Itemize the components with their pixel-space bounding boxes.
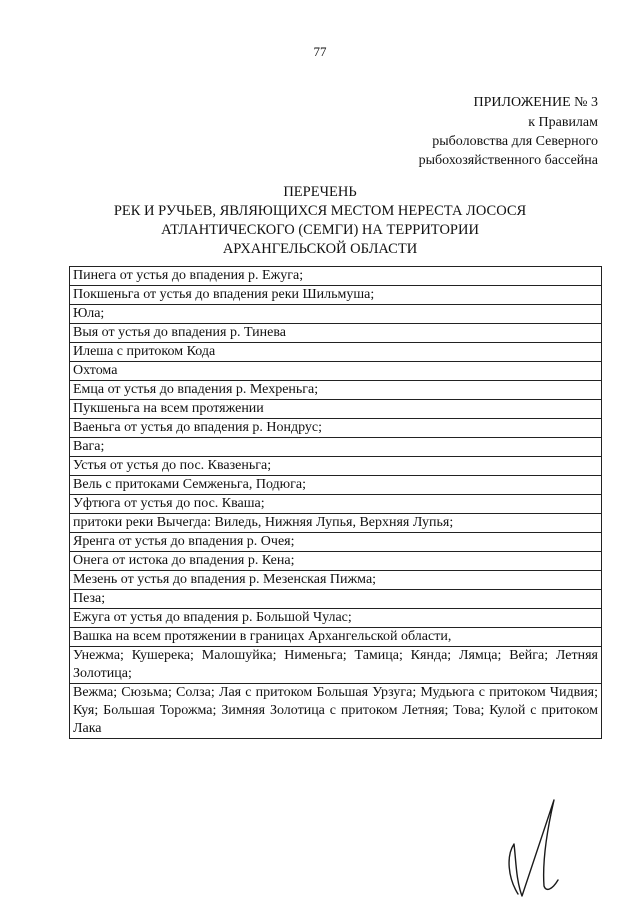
table-row	[70, 609, 602, 628]
river-cell: Выя от устья до впадения р. Тинева	[70, 324, 602, 343]
table-row	[70, 362, 602, 381]
table-row	[70, 324, 602, 343]
table-row	[70, 684, 602, 739]
river-cell: Онега от истока до впадения р. Кена;	[70, 552, 602, 571]
heading-line: ПЕРЕЧЕНЬ	[283, 184, 357, 200]
appendix-line: рыбохозяйственного бассейна	[418, 153, 598, 168]
river-cell: Емца от устья до впадения р. Мехреньга;	[70, 381, 602, 400]
table-row	[70, 552, 602, 571]
river-cell: притоки реки Вычегда: Виледь, Нижняя Лупья, Верхняя Лупья;	[70, 514, 602, 533]
river-cell: Вель с притоками Семженьга, Подюга;	[70, 476, 602, 495]
table-row	[70, 590, 602, 609]
page-number: 77	[313, 44, 327, 59]
table-row	[70, 419, 602, 438]
table-row	[70, 495, 602, 514]
table-row	[70, 514, 602, 533]
river-cell: Ежуга от устья до впадения р. Большой Чулас;	[70, 609, 602, 628]
table-row	[70, 343, 602, 362]
river-cell: Устья от устья до пос. Квазеньга;	[70, 457, 602, 476]
appendix-title: ПРИЛОЖЕНИЕ № 3	[473, 95, 598, 110]
river-cell: Илеша с притоком Кода	[70, 343, 602, 362]
river-cell: Юла;	[70, 305, 602, 324]
table-row	[70, 571, 602, 590]
document-heading	[0, 183, 640, 259]
river-cell: Покшеньга от устья до впадения реки Шильмуша;	[70, 286, 602, 305]
table-row	[70, 628, 602, 647]
river-cell: Охтома	[70, 362, 602, 381]
river-cell: Унежма; Кушерека; Малошуйка; Нименьга; Тамица; Кянда; Лямца; Вейга; Летняя Золотица;	[70, 647, 602, 684]
heading-line: РЕК И РУЧЬЕВ, ЯВЛЯЮЩИХСЯ МЕСТОМ НЕРЕСТА ЛОСОСЯ	[113, 203, 527, 219]
appendix-line: к Правилам	[528, 115, 598, 130]
table-row	[70, 457, 602, 476]
river-cell: Пукшеньга на всем протяжении	[70, 400, 602, 419]
table-row	[70, 267, 602, 286]
heading-line: АРХАНГЕЛЬСКОЙ ОБЛАСТИ	[222, 241, 418, 257]
river-cell: Уфтюга от устья до пос. Кваша;	[70, 495, 602, 514]
river-cell: Вага;	[70, 438, 602, 457]
table-row	[70, 305, 602, 324]
table-row	[70, 286, 602, 305]
river-cell: Яренга от устья до впадения р. Очея;	[70, 533, 602, 552]
table-row	[70, 438, 602, 457]
river-cell: Пинега от устья до впадения р. Ежуга;	[70, 267, 602, 286]
appendix-block	[419, 93, 598, 170]
river-cell: Вежма; Сюзьма; Солза; Лая с притоком Большая Урзуга; Мудьюга с притоком Чидвия; Куя; Большая Торожма; Зимняя Золотица с притоком Летняя; Това; Кулой с притоком Лака	[70, 684, 602, 739]
handwritten-signature	[488, 786, 568, 901]
appendix-line: рыболовства для Северного	[432, 134, 598, 149]
rivers-table	[69, 266, 602, 739]
table-row	[70, 400, 602, 419]
table-row	[70, 381, 602, 400]
table-row	[70, 647, 602, 684]
heading-line: АТЛАНТИЧЕСКОГО (СЕМГИ) НА ТЕРРИТОРИИ	[161, 222, 479, 238]
river-cell: Пеза;	[70, 590, 602, 609]
table-row	[70, 533, 602, 552]
river-cell: Ваеньга от устья до впадения р. Нондрус;	[70, 419, 602, 438]
river-cell: Вашка на всем протяжении в границах Архангельской области,	[70, 628, 602, 647]
table-row	[70, 476, 602, 495]
river-cell: Мезень от устья до впадения р. Мезенская Пижма;	[70, 571, 602, 590]
